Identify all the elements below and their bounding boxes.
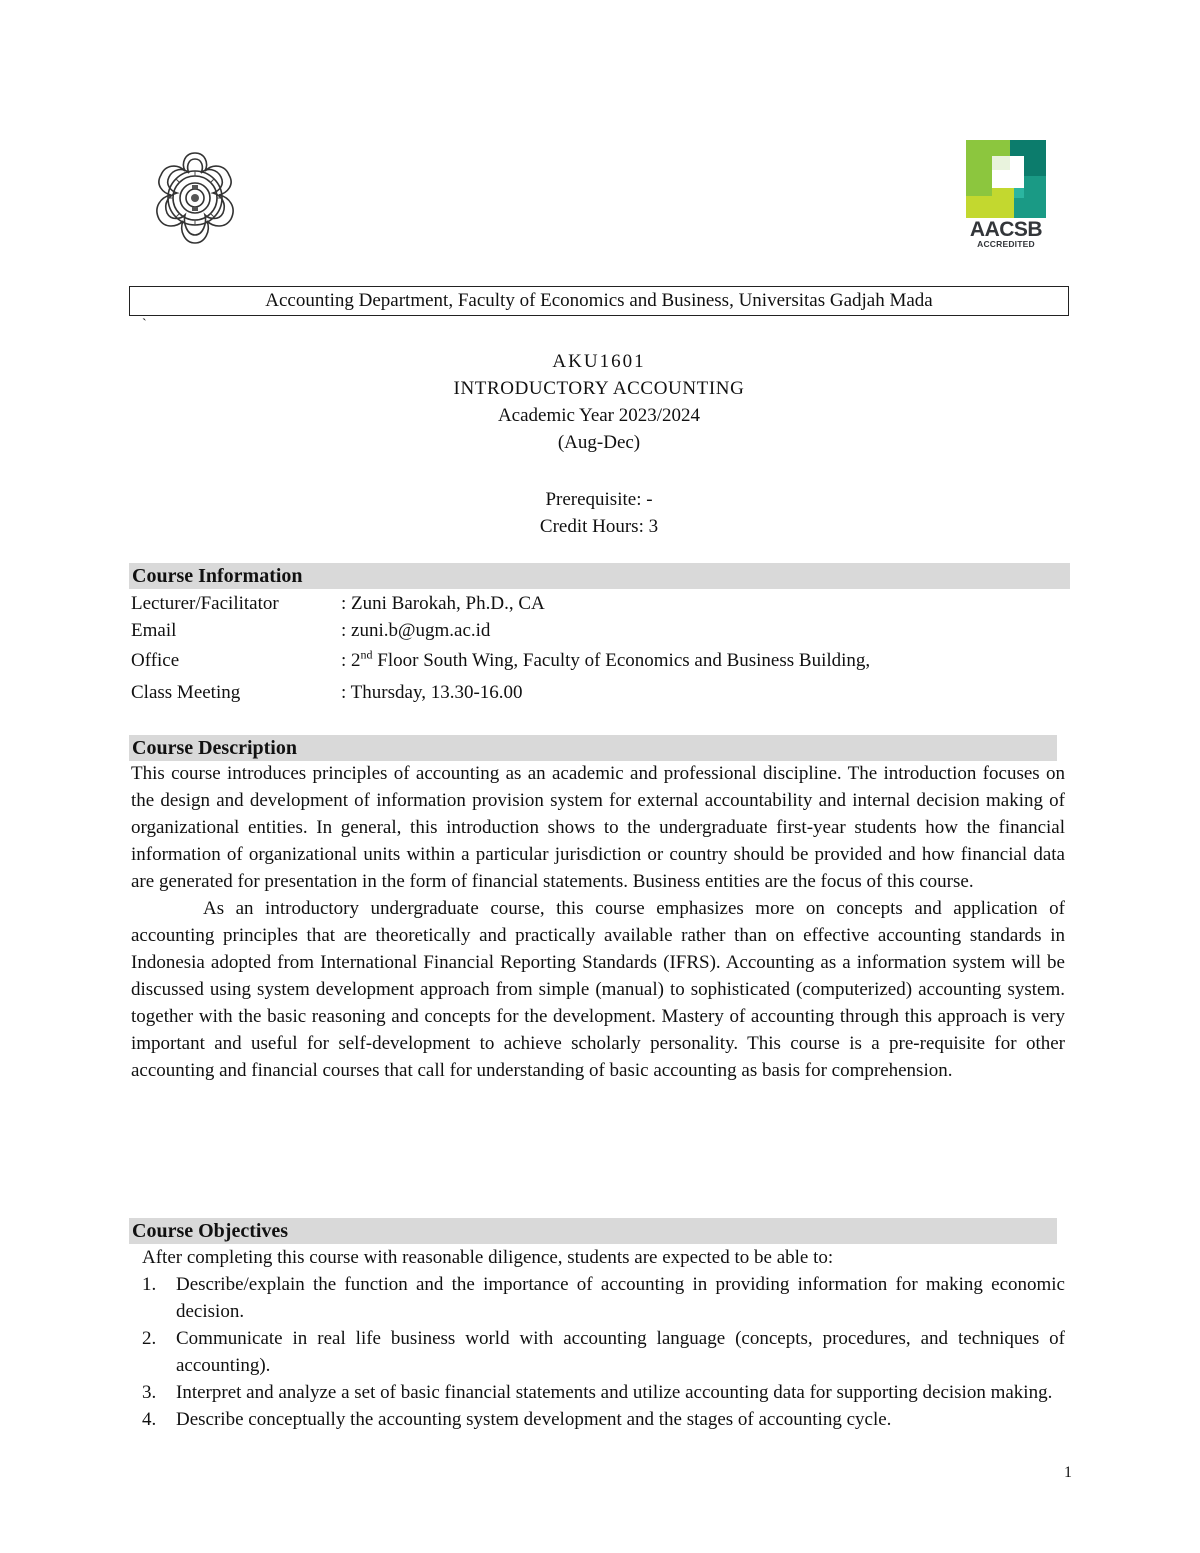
email-link[interactable]: : zuni.b@ugm.ac.id [341, 620, 491, 641]
page-number: 1 [1064, 1464, 1072, 1481]
course-objectives-heading: Course Objectives [129, 1218, 1057, 1244]
aacsb-logo-text: AACSB [969, 218, 1043, 241]
aacsb-accredited-logo [966, 140, 1046, 250]
objectives-list [131, 1271, 1065, 1433]
list-item: 1. Describe/explain the function and the importance of accounting in providing information for making economic decision. [142, 1274, 1065, 1322]
prerequisite: Prerequisite: - [545, 489, 653, 510]
stray-mark: ` [142, 317, 147, 332]
department-header-box: Accounting Department, Faculty of Economics and Business, Universitas Gadjah Mada [129, 286, 1069, 316]
info-value: : Zuni Barokah, Ph.D., CA [341, 593, 545, 614]
course-description-body [131, 760, 1065, 1084]
info-label: Class Meeting [131, 682, 241, 703]
description-paragraph: This course introduces principles of accounting as an academic and professional discipline. The introduction focuses on the design and development of information provision system for external accountability and internal decision making of organizational entities. In general, this introduction shows to the undergraduate first-year students how the financial information of organizational units within a particular jurisdiction or country should be provided and how financial data are generated for presentation in the form of financial statements. Business entities are the focus of this course. [131, 763, 1065, 892]
course-title: INTRODUCTORY ACCOUNTING [453, 378, 745, 399]
course-information-heading: Course Information [129, 563, 1070, 589]
credit-hours: Credit Hours: 3 [539, 516, 659, 537]
list-item: 2. Communicate in real life business world with accounting language (concepts, procedures, and techniques of accounting). [142, 1328, 1065, 1376]
aacsb-logo-subtext: ACCREDITED [977, 239, 1035, 249]
course-title-block [129, 348, 1069, 456]
course-description-heading: Course Description [129, 735, 1057, 761]
info-value: : Thursday, 13.30-16.00 [341, 682, 523, 703]
info-value-sup: nd [360, 647, 373, 662]
info-label: Email [131, 620, 177, 641]
term: (Aug-Dec) [557, 432, 641, 453]
course-meta-block [129, 486, 1069, 540]
info-row-office [131, 647, 870, 675]
list-item: 4. Describe conceptually the accounting system development and the stages of accounting cycle. [142, 1409, 892, 1430]
info-row-lecturer [131, 590, 545, 618]
info-row-email [131, 617, 490, 645]
info-row-class-meeting [131, 679, 523, 707]
description-paragraph: As an introductory undergraduate course, this course emphasizes more on concepts and application of accounting principles that are theoretically and practically available rather than on effective accounting standards in Indonesia adopted from International Financial Reporting Standards (IFRS). Accounting as a information system will be discussed using system development approach from simple (manual) to sophisticated (computerized) accounting system. together with the basic reasoning and concepts for the development. Mastery of accounting through this approach is very important and useful for self-development to achieve scholarly personality. This course is a pre-requisite for other accounting and financial courses that call for understanding of basic accounting as basis for comprehension. [131, 898, 1065, 1081]
info-value-suffix: Floor South Wing, Faculty of Economics and Business Building, [372, 650, 871, 671]
academic-year: Academic Year 2023/2024 [497, 405, 701, 426]
list-item: 3. Interpret and analyze a set of basic financial statements and utilize accounting data for supporting decision making. [142, 1382, 1053, 1403]
info-label: Lecturer/Facilitator [131, 593, 279, 614]
university-seal-icon [143, 147, 247, 251]
course-code: AKU1601 [552, 351, 646, 372]
objectives-intro: After completing this course with reasonable diligence, students are expected to be able to: [142, 1247, 834, 1268]
info-value-prefix: : 2 [341, 650, 361, 671]
info-label: Office [131, 650, 180, 671]
